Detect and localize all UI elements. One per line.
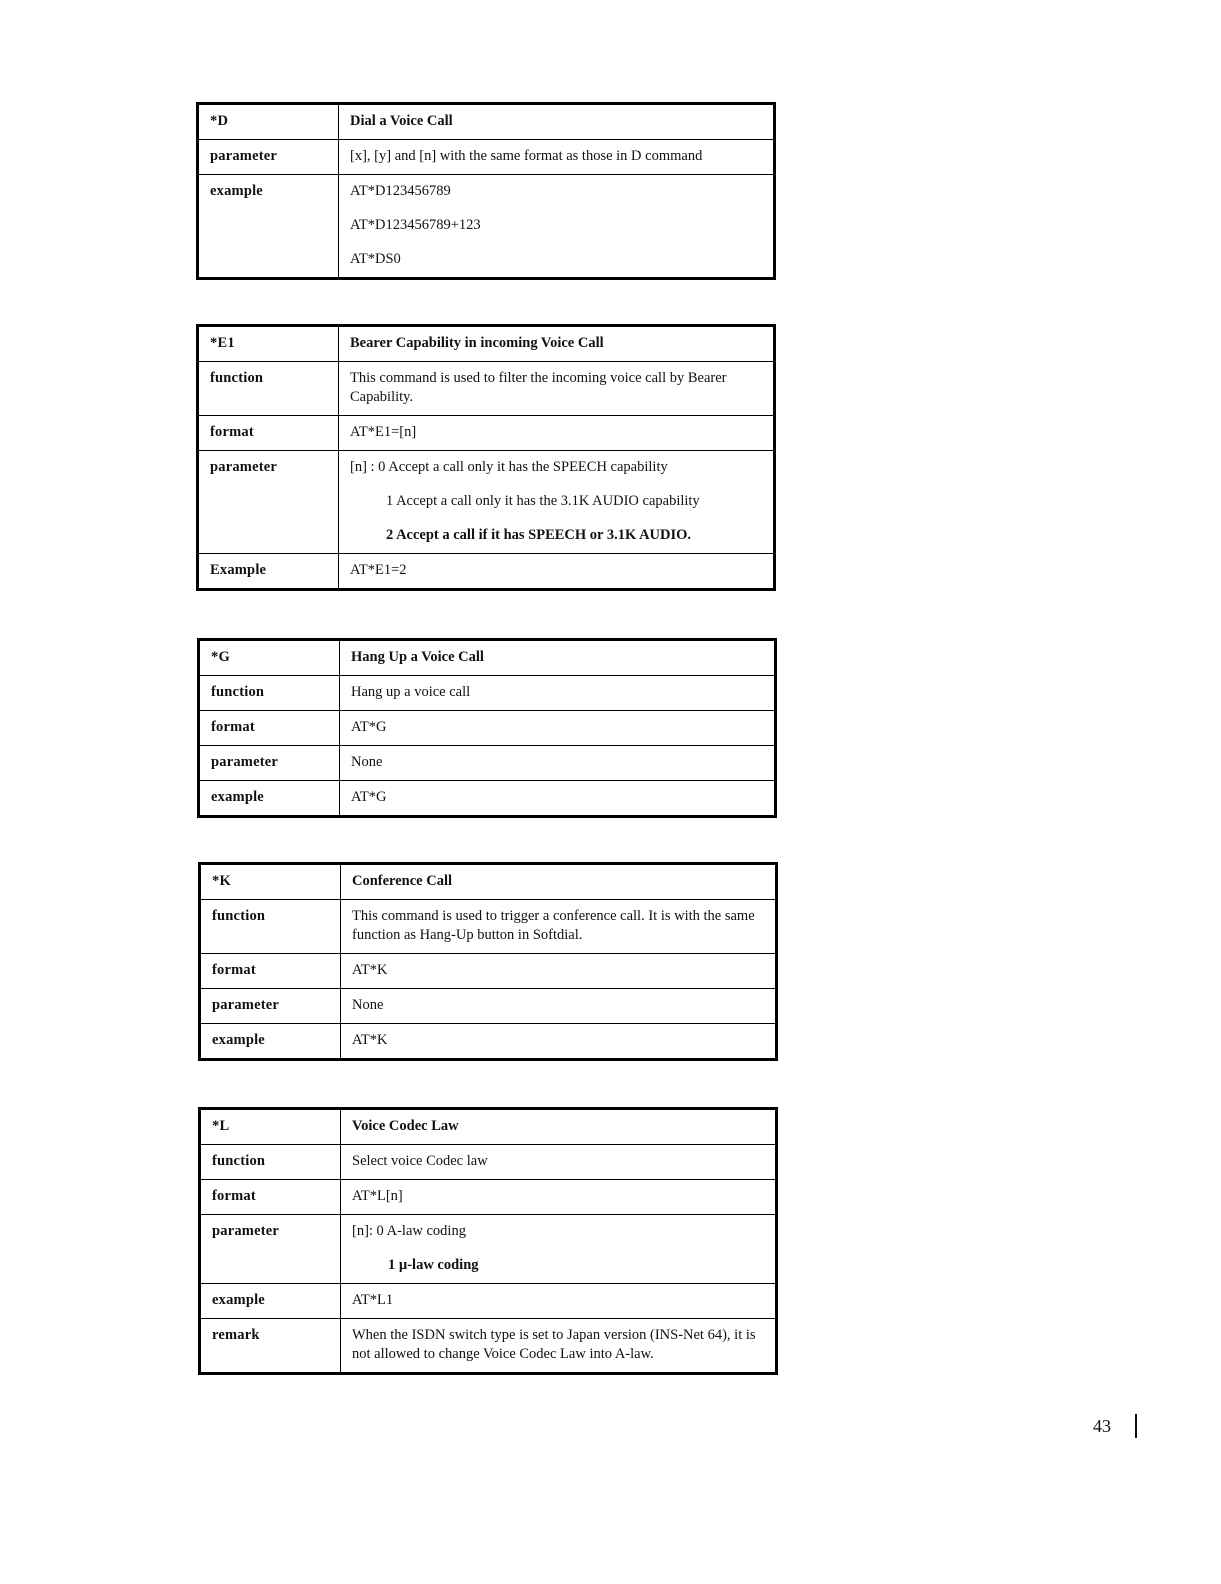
row-value: [x], [y] and [n] with the same format as those in D command bbox=[339, 140, 775, 175]
table-row bbox=[200, 1180, 777, 1215]
table-row bbox=[199, 711, 776, 746]
row-label: function bbox=[200, 1145, 341, 1180]
parameter-option: [n] : 0 Accept a call only it has the SPEECH capability bbox=[350, 459, 668, 475]
command-title: Conference Call bbox=[341, 864, 777, 900]
parameter-option: 1 Accept a call only it has the 3.1K AUDIO capability bbox=[386, 493, 700, 509]
table-row bbox=[200, 1024, 777, 1060]
row-label: example bbox=[200, 1024, 341, 1060]
row-label: remark bbox=[200, 1319, 341, 1374]
row-label: format bbox=[198, 416, 339, 451]
row-label: format bbox=[199, 711, 340, 746]
row-label: example bbox=[199, 781, 340, 817]
table-row bbox=[198, 451, 775, 554]
row-label: function bbox=[200, 900, 341, 954]
row-value: Hang up a voice call bbox=[340, 676, 776, 711]
row-value: AT*K bbox=[341, 954, 777, 989]
table-row bbox=[198, 140, 775, 175]
table-row bbox=[199, 746, 776, 781]
command-table-e1 bbox=[196, 324, 776, 591]
row-label: function bbox=[199, 676, 340, 711]
row-label: Example bbox=[198, 554, 339, 590]
example-line: AT*D123456789 bbox=[350, 183, 451, 199]
row-value bbox=[339, 175, 775, 279]
table-row bbox=[200, 1109, 777, 1145]
row-label: parameter bbox=[199, 746, 340, 781]
table-row bbox=[199, 640, 776, 676]
row-value: None bbox=[340, 746, 776, 781]
command-title: Bearer Capability in incoming Voice Call bbox=[339, 326, 775, 362]
row-label: example bbox=[198, 175, 339, 279]
example-line: AT*D123456789+123 bbox=[350, 217, 481, 233]
parameter-option: [n]: 0 A-law coding bbox=[352, 1223, 466, 1239]
command-name: *D bbox=[198, 104, 339, 140]
row-label: parameter bbox=[200, 989, 341, 1024]
row-value: AT*L1 bbox=[341, 1284, 777, 1319]
row-value: This command is used to filter the incoming voice call by Bearer Capability. bbox=[339, 362, 775, 416]
example-line: AT*DS0 bbox=[350, 251, 401, 267]
row-label: parameter bbox=[200, 1215, 341, 1284]
row-value: AT*E1=2 bbox=[339, 554, 775, 590]
command-title: Voice Codec Law bbox=[341, 1109, 777, 1145]
page-number-divider bbox=[1135, 1414, 1137, 1438]
command-table-k bbox=[198, 862, 778, 1061]
table-row bbox=[198, 554, 775, 590]
parameter-option-default: 2 Accept a call if it has SPEECH or 3.1K AUDIO. bbox=[386, 527, 692, 543]
table-row bbox=[199, 781, 776, 817]
table-row bbox=[198, 104, 775, 140]
table-row bbox=[200, 900, 777, 954]
row-label: format bbox=[200, 1180, 341, 1215]
row-value: When the ISDN switch type is set to Japan version (INS-Net 64), it is not allowed to change Voice Codec Law into A-law. bbox=[341, 1319, 777, 1374]
table-row bbox=[200, 1215, 777, 1284]
command-table-l bbox=[198, 1107, 778, 1375]
row-value: AT*E1=[n] bbox=[339, 416, 775, 451]
table-row bbox=[199, 676, 776, 711]
table-row bbox=[200, 864, 777, 900]
table-row bbox=[200, 989, 777, 1024]
command-title: Hang Up a Voice Call bbox=[340, 640, 776, 676]
table-row bbox=[198, 326, 775, 362]
table-row bbox=[198, 416, 775, 451]
table-row bbox=[200, 1284, 777, 1319]
row-label: parameter bbox=[198, 451, 339, 554]
row-value: AT*G bbox=[340, 711, 776, 746]
command-name: *G bbox=[199, 640, 340, 676]
row-label: format bbox=[200, 954, 341, 989]
row-label: example bbox=[200, 1284, 341, 1319]
row-value: AT*G bbox=[340, 781, 776, 817]
command-table-g bbox=[197, 638, 777, 818]
row-value: None bbox=[341, 989, 777, 1024]
row-value: AT*K bbox=[341, 1024, 777, 1060]
command-name: *L bbox=[200, 1109, 341, 1145]
row-value bbox=[341, 1215, 777, 1284]
table-row bbox=[200, 954, 777, 989]
page-number: 43 bbox=[1093, 1416, 1111, 1436]
row-value bbox=[339, 451, 775, 554]
command-table-d bbox=[196, 102, 776, 280]
parameter-option-default: 1 µ-law coding bbox=[388, 1257, 479, 1273]
row-value: Select voice Codec law bbox=[341, 1145, 777, 1180]
row-label: function bbox=[198, 362, 339, 416]
table-row bbox=[200, 1319, 777, 1374]
row-value: AT*L[n] bbox=[341, 1180, 777, 1215]
table-row bbox=[198, 175, 775, 279]
command-name: *K bbox=[200, 864, 341, 900]
row-label: parameter bbox=[198, 140, 339, 175]
table-row bbox=[200, 1145, 777, 1180]
table-row bbox=[198, 362, 775, 416]
command-name: *E1 bbox=[198, 326, 339, 362]
command-title: Dial a Voice Call bbox=[339, 104, 775, 140]
row-value: This command is used to trigger a conference call. It is with the same function as Hang-Up button in Softdial. bbox=[341, 900, 777, 954]
